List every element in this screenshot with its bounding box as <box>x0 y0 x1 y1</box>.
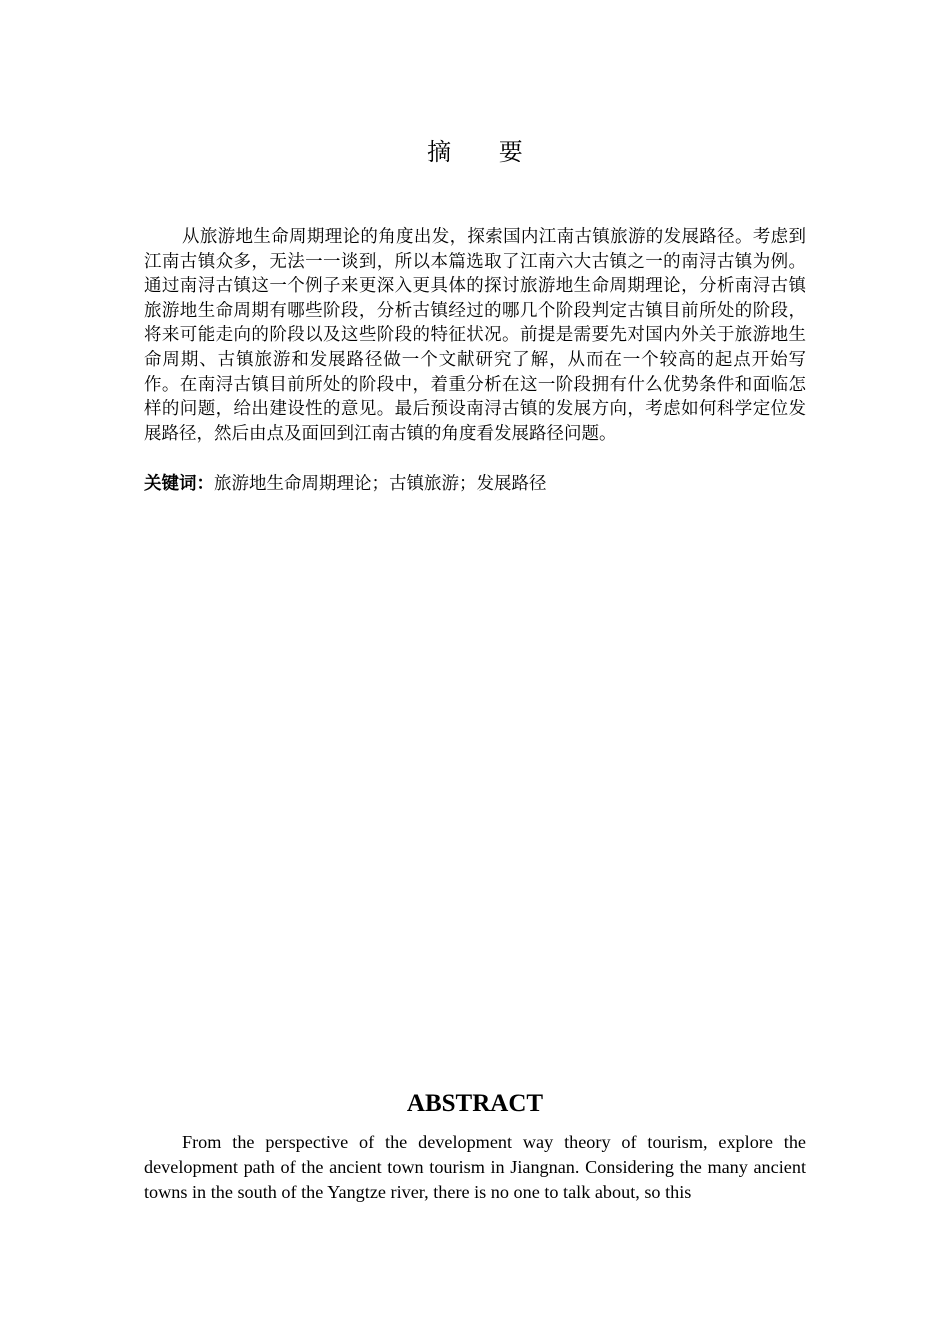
keywords-text: 旅游地生命周期理论；古镇旅游；发展路径 <box>214 474 547 494</box>
chinese-abstract-title: 摘 要 <box>427 138 543 166</box>
chinese-keywords <box>144 472 806 497</box>
english-abstract-title: ABSTRACT <box>406 1090 544 1117</box>
chinese-abstract-body: 从旅游地生命周期理论的角度出发，探索国内江南古镇旅游的发展路径。考虑到江南古镇众多，无法一一谈到，所以本篇选取了江南六大古镇之一的南浔古镇为例。通过南浔古镇这一个例子来更深入更具体的探讨旅游地生命周期理论，分析南浔古镇旅游地生命周期有哪些阶段，分析古镇经过的哪几个阶段判定古镇目前所处的阶段，将来可能走向的阶段以及这些阶段的特征状况。前提是需要先对国内外关于旅游地生命周期、古镇旅游和发展路径做一个文献研究了解，从而在一个较高的起点开始写作。在南浔古镇目前所处的阶段中，着重分析在这一阶段拥有什么优势条件和面临怎样的问题，给出建设性的意见。最后预设南浔古镇的发展方向，考虑如何科学定位发展路径，然后由点及面回到江南古镇的角度看发展路径问题。 <box>144 227 806 444</box>
english-abstract-body: From the perspective of the development way theory of tourism, explore the development path of the ancient town tourism in Jiangnan. Considering the many ancient towns in the south of the Yangtze river, there is no one to talk about, so this <box>144 1132 806 1202</box>
keywords-label: 关键词： <box>144 474 214 494</box>
